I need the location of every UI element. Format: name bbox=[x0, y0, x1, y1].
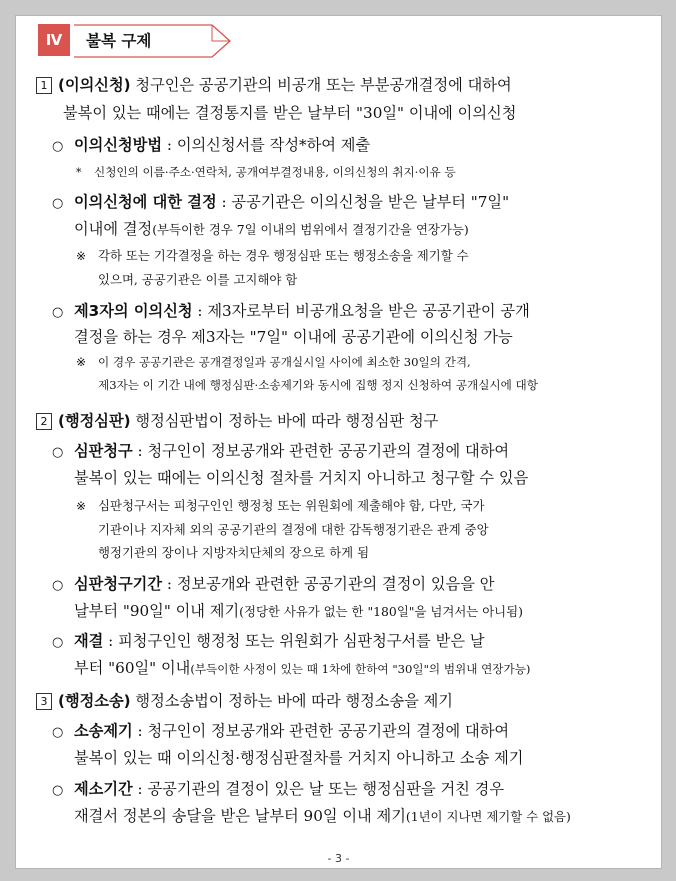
item-text: 제3자로부터 비공개요청을 받은 공공기관이 공개 bbox=[207, 302, 530, 320]
section-3-heading bbox=[36, 690, 453, 711]
item-title: 재결 bbox=[74, 632, 104, 650]
note-reference bbox=[76, 496, 485, 514]
star-mark: * bbox=[76, 166, 82, 179]
item-paren-note: (부득이한 사정이 있는 때 1차에 한하여 "30일"의 범위내 연장가능) bbox=[190, 662, 531, 676]
circle-bullet: ○ bbox=[52, 139, 64, 154]
note-text: 각하 또는 기각결정을 하는 경우 행정심판 또는 행정소송을 제기할 수 bbox=[98, 248, 469, 263]
section-text: 청구인은 공공기관의 비공개 또는 부분공개결정에 대하여 bbox=[135, 76, 512, 94]
reference-mark: ※ bbox=[76, 499, 87, 513]
header-title: 불복 구제 bbox=[86, 32, 152, 50]
section-header bbox=[38, 24, 238, 56]
note-text-cont: 행정기관의 장이나 지방자치단체의 장으로 하게 됨 bbox=[98, 545, 370, 560]
reference-mark: ※ bbox=[76, 355, 87, 369]
note-text-cont: 있으며, 공공기관은 이를 고지해야 함 bbox=[98, 272, 298, 287]
footnote-star bbox=[76, 164, 456, 180]
item-separator: : bbox=[166, 136, 172, 154]
item-paren-note: (정당한 사유가 없는 한 "180일"을 넘겨서는 아니됨) bbox=[239, 604, 523, 619]
item-appeal-request bbox=[52, 440, 509, 461]
circle-bullet: ○ bbox=[52, 578, 64, 593]
section-title: (행정심판) bbox=[58, 412, 131, 430]
reference-mark: ※ bbox=[76, 249, 87, 263]
page-number: - 3 - bbox=[327, 852, 350, 865]
item-title: 소송제기 bbox=[74, 722, 133, 740]
item-text: 재결서 정본의 송달을 받은 날부터 90일 이내 제기 bbox=[74, 807, 406, 825]
item-text-cont bbox=[74, 657, 530, 678]
item-text: 공공기관의 결정이 있은 날 또는 행정심판을 거친 경우 bbox=[147, 780, 505, 798]
item-title: 심판청구 bbox=[74, 442, 133, 460]
circle-bullet: ○ bbox=[52, 635, 64, 650]
item-objection-decision bbox=[52, 191, 509, 212]
item-text-cont: 불복이 있는 때 이의신청·행정심판절차를 거치지 아니하고 소송 제기 bbox=[74, 749, 524, 767]
section-title: (이의신청) bbox=[58, 76, 131, 94]
item-title: 제3자의 이의신청 bbox=[74, 302, 193, 320]
section-1-heading bbox=[36, 74, 512, 95]
item-text-cont bbox=[74, 600, 523, 621]
note-text: 이 경우 공공기관은 공개결정일과 공개실시일 사이에 최소한 30일의 간격, bbox=[98, 355, 471, 369]
item-paren-note: (1년이 지나면 제기할 수 없음) bbox=[405, 809, 571, 824]
item-title: 이의신청방법 bbox=[74, 136, 163, 154]
section-1-text-cont: 불복이 있는 때에는 결정통지를 받은 날부터 "30일" 이내에 이의신청 bbox=[63, 104, 517, 122]
roman-numeral-badge: Ⅳ bbox=[38, 24, 70, 56]
section-title: (행정소송) bbox=[58, 692, 131, 710]
item-text-cont: 불복이 있는 때에는 이의신청 절차를 거치지 아니하고 청구할 수 있음 bbox=[74, 469, 529, 487]
item-text-cont bbox=[74, 805, 571, 826]
item-separator: : bbox=[166, 575, 172, 593]
item-text: 정보공개와 관련한 공공기관의 결정이 있음을 안 bbox=[176, 575, 495, 593]
item-text: 날부터 "90일" 이내 제기 bbox=[74, 602, 240, 620]
note-text-cont: 기관이나 지자체 외의 공공기관의 결정에 대한 감독행정기관은 관계 중앙 bbox=[98, 522, 489, 537]
circle-bullet: ○ bbox=[52, 783, 64, 798]
item-text: 이의신청서를 작성*하여 제출 bbox=[176, 136, 371, 154]
note-reference bbox=[76, 354, 471, 370]
item-title: 제소기간 bbox=[74, 780, 133, 798]
item-title: 이의신청에 대한 결정 bbox=[74, 193, 217, 211]
circle-bullet: ○ bbox=[52, 725, 64, 740]
item-text: 청구인이 정보공개와 관련한 공공기관의 결정에 대하여 bbox=[147, 442, 510, 460]
section-2-heading bbox=[36, 410, 438, 431]
item-separator: : bbox=[137, 722, 143, 740]
item-ruling bbox=[52, 630, 485, 651]
header-title-tab bbox=[72, 24, 232, 58]
item-text: 청구인이 정보공개와 관련한 공공기관의 결정에 대하여 bbox=[147, 722, 510, 740]
item-separator: : bbox=[137, 780, 143, 798]
item-separator: : bbox=[221, 193, 227, 211]
item-text: 피청구인인 행정청 또는 위원회가 심판청구서를 받은 날 bbox=[118, 632, 485, 650]
section-text: 행정소송법이 정하는 바에 따라 행정소송을 제기 bbox=[135, 692, 453, 710]
item-text: 공공기관은 이의신청을 받은 날부터 "7일" bbox=[231, 193, 510, 211]
item-third-party-objection bbox=[52, 300, 530, 321]
item-objection-method bbox=[52, 134, 370, 155]
circle-bullet: ○ bbox=[52, 305, 64, 320]
item-separator: : bbox=[197, 302, 203, 320]
document-page bbox=[16, 16, 661, 868]
note-text: 심판청구서는 피청구인인 행정청 또는 위원회에 제출해야 함, 다만, 국가 bbox=[98, 498, 485, 513]
section-number-box: 1 bbox=[36, 77, 52, 94]
note-reference bbox=[76, 246, 469, 264]
item-lawsuit-filing bbox=[52, 720, 509, 741]
item-filing-period bbox=[52, 778, 504, 799]
item-appeal-period bbox=[52, 573, 494, 594]
note-text-cont: 제3자는 이 기간 내에 행정심판·소송제기와 동시에 집행 정지 신청하여 공개실시에 대항 bbox=[98, 378, 538, 392]
item-text: 부터 "60일" 이내 bbox=[74, 659, 191, 677]
item-text: 이내에 결정 bbox=[74, 220, 153, 238]
item-separator: : bbox=[137, 442, 143, 460]
circle-bullet: ○ bbox=[52, 196, 64, 211]
item-separator: : bbox=[108, 632, 114, 650]
footnote-text: 신청인의 이름·주소·연락처, 공개여부결정내용, 이의신청의 취지·이유 등 bbox=[94, 165, 456, 179]
item-paren-note: (부득이한 경우 7일 이내의 범위에서 결정기간을 연장가능) bbox=[152, 222, 469, 237]
item-text-cont: 결정을 하는 경우 제3자는 "7일" 이내에 공공기관에 이의신청 가능 bbox=[74, 328, 513, 346]
circle-bullet: ○ bbox=[52, 445, 64, 460]
item-text-cont bbox=[74, 218, 469, 239]
section-number-box: 3 bbox=[36, 693, 52, 710]
item-title: 심판청구기간 bbox=[74, 575, 163, 593]
section-number-box: 2 bbox=[36, 413, 52, 430]
section-text: 행정심판법이 정하는 바에 따라 행정심판 청구 bbox=[135, 412, 439, 430]
